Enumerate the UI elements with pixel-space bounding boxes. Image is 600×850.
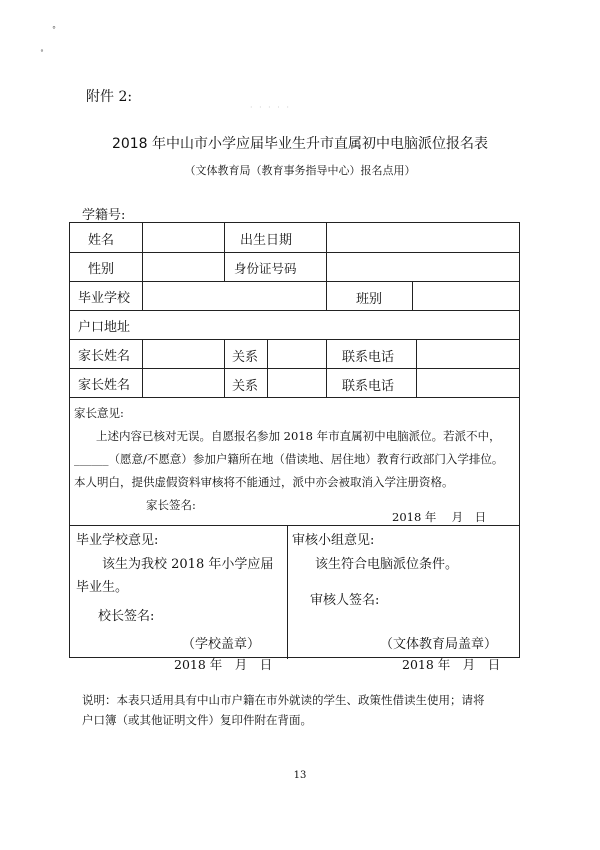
id-number-label: 身份证号码 <box>234 261 297 276</box>
page-subtitle: （文体教育局（教育事务指导中心）报名点用） <box>184 164 416 177</box>
phone2-field[interactable] <box>416 368 519 397</box>
school-seal-label: （学校盖章） <box>182 637 261 652</box>
school-field[interactable] <box>142 281 326 310</box>
school-opinion-date: 2018 年 月 日 <box>174 657 273 672</box>
relation2-field[interactable] <box>267 368 326 397</box>
class-field[interactable] <box>412 281 519 310</box>
relation1-label: 关系 <box>232 350 259 365</box>
page-title: 2018 年中山市小学应届毕业生升市直属初中电脑派位报名表 <box>111 136 489 152</box>
gender-label: 性别 <box>88 262 115 277</box>
name-field[interactable] <box>142 223 224 252</box>
faint-text: · · · · · <box>250 103 291 112</box>
reviewer-signature-label: 审核人签名: <box>310 593 380 608</box>
relation2-label: 关系 <box>232 379 259 394</box>
school-opinion-heading: 毕业学校意见: <box>76 533 159 548</box>
phone2-label: 联系电话 <box>342 379 395 394</box>
school-label: 毕业学校 <box>78 291 131 306</box>
parent-opinion-date: 2018 年 月 日 <box>392 510 487 524</box>
footnote <box>82 690 522 730</box>
address-field[interactable] <box>142 310 519 339</box>
student-number-label: 学籍号: <box>82 208 126 223</box>
footnote-line1: 说明：本表只适用具有中山市户籍在市外就读的学生、政策性借读生使用；请将 <box>82 693 485 707</box>
attachment-label: 附件 2: <box>86 89 133 105</box>
review-opinion-date: 2018 年 月 日 <box>402 657 501 672</box>
parent1-name-field[interactable] <box>142 339 224 368</box>
phone1-label: 联系电话 <box>342 350 395 365</box>
name-label: 姓名 <box>88 233 115 248</box>
scan-mark: ∘ <box>40 46 44 55</box>
review-opinion-text: 该生符合电脑派位条件。 <box>315 557 459 572</box>
class-label: 班别 <box>356 292 383 307</box>
phone1-field[interactable] <box>416 339 519 368</box>
parent-opinion-line1: 上述内容已核对无误。自愿报名参加 2018 年市直属初中电脑派位。若派不中， <box>96 429 501 443</box>
parent-opinion-line2: ______（愿意/不愿意）参加户籍所在地（借读地、居住地）教育行政部门入学排位。 <box>74 452 504 466</box>
parent-opinion-line3: 本人明白，提供虚假资料审核将不能通过，派中亦会被取消入学注册资格。 <box>74 475 454 489</box>
school-opinion-text1: 该生为我校 2018 年小学应届 <box>102 557 274 572</box>
principal-signature-label: 校长签名: <box>98 609 155 624</box>
page-number: 13 <box>293 770 307 781</box>
id-number-field[interactable] <box>326 252 519 281</box>
school-opinion-text2: 毕业生。 <box>76 580 129 595</box>
relation1-field[interactable] <box>267 339 326 368</box>
birth-date-field[interactable] <box>326 223 519 252</box>
registration-form <box>69 222 520 672</box>
parent2-label: 家长姓名 <box>78 378 131 393</box>
address-label: 户口地址 <box>78 320 131 335</box>
parent-opinion-heading: 家长意见: <box>74 406 124 420</box>
scan-mark: ° <box>52 25 56 34</box>
birth-date-label: 出生日期 <box>240 233 293 248</box>
gender-field[interactable] <box>142 252 224 281</box>
education-bureau-seal-label: （文体教育局盖章） <box>380 637 498 652</box>
footnote-line2: 户口簿（或其他证明文件）复印件附在背面。 <box>82 713 312 727</box>
parent1-label: 家长姓名 <box>78 349 131 364</box>
parent-signature-label: 家长签名: <box>146 498 196 512</box>
parent2-name-field[interactable] <box>142 368 224 397</box>
review-opinion-heading: 审核小组意见: <box>292 533 375 548</box>
